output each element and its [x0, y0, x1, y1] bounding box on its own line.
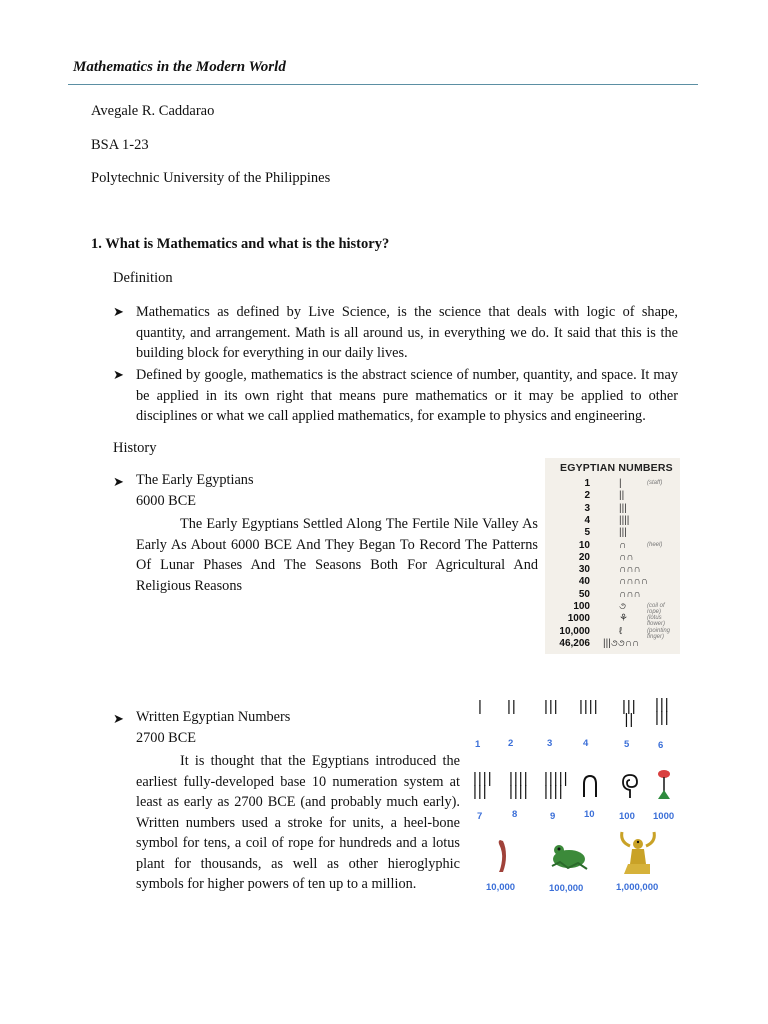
- numeral-value: 2: [584, 490, 590, 502]
- numeral-value: 1000: [567, 613, 590, 625]
- numeral-table-row: [545, 478, 680, 490]
- numeral-table-row: [545, 515, 680, 527]
- history-item-body: The Early Egyptians Settled Along The Fertile Nile Valley As Early As About 6000 BCE And They Began To Record The Patterns Of Lunar Phases And The Seasons Both For Agricultural And Religious Reasons: [136, 516, 538, 594]
- frog-icon: [548, 842, 590, 872]
- stroke-6-icon: ||| |||: [655, 696, 670, 726]
- header-divider: [68, 84, 698, 85]
- numeral-label: 8: [512, 809, 518, 820]
- numeral-table-row: [545, 503, 680, 515]
- hieroglyph-symbol: |||: [619, 527, 627, 539]
- lotus-plant-icon: [655, 768, 673, 802]
- document-title: Mathematics in the Modern World: [73, 59, 286, 75]
- question-heading: 1. What is Mathematics and what is the history?: [91, 236, 390, 252]
- definition-heading: Definition: [113, 270, 173, 286]
- hieroglyph-numerals-figure: [468, 692, 683, 907]
- author-name: Avegale R. Caddarao: [91, 103, 215, 119]
- symbol-note: (staff): [647, 480, 663, 486]
- coil-of-rope-icon: [620, 772, 640, 800]
- numeral-label: 2: [508, 738, 514, 749]
- history-item-date: 2700 BCE: [136, 730, 196, 746]
- numeral-value: 3: [584, 502, 590, 514]
- definition-item-1: Mathematics as defined by Live Science, is the science that deals with logic of shape, quantity, and arrangement. Math is all around us, in everything we do. It said that this is the building block for everything in our daily lives.: [136, 304, 678, 361]
- hieroglyph-symbol: |||૭૭∩∩: [603, 637, 640, 649]
- stroke-5-icon: ||| ||: [622, 698, 637, 728]
- numeral-value: 46,206: [559, 637, 590, 649]
- egyptian-numbers-figure: [545, 458, 680, 654]
- hieroglyph-symbol: |||: [619, 502, 627, 514]
- numeral-label: 1000: [653, 811, 675, 822]
- hieroglyph-symbol: ૭: [619, 601, 626, 612]
- author-section: BSA 1-23: [91, 137, 149, 153]
- numeral-label: 7: [477, 811, 483, 822]
- numeral-label: 10,000: [486, 882, 516, 893]
- history-item-title: The Early Egyptians: [136, 472, 254, 488]
- history-heading: History: [113, 440, 157, 456]
- numeral-table-row: [545, 589, 680, 601]
- hieroglyph-symbol: ∩: [619, 539, 627, 551]
- stroke-9-icon: ||||| ||||: [544, 770, 569, 800]
- numeral-label: 100,000: [549, 883, 584, 894]
- numeral-table-row: [545, 527, 680, 539]
- numeral-label: 3: [547, 738, 553, 749]
- arrowhead-bullet-icon: ➤: [113, 367, 124, 382]
- numeral-label: 6: [658, 740, 664, 751]
- numeral-value: 1: [584, 478, 590, 489]
- pointing-finger-icon: [494, 838, 510, 874]
- numeral-label: 100: [619, 811, 635, 822]
- author-school: Polytechnic University of the Philippines: [91, 170, 331, 186]
- symbol-note: (heel): [647, 541, 663, 548]
- numeral-label: 10: [584, 809, 595, 820]
- numeral-value: 4: [584, 514, 590, 526]
- numeral-value: 10: [578, 539, 590, 551]
- numeral-table-row: [545, 613, 680, 628]
- numeral-table-row: [545, 564, 680, 576]
- stroke-4-icon: ||||: [579, 698, 599, 715]
- numeral-label: 4: [583, 738, 589, 749]
- stroke-8-icon: |||| ||||: [509, 770, 529, 800]
- numeral-value: 100: [573, 601, 590, 612]
- numeral-table-row: [545, 576, 680, 588]
- stroke-1-icon: |: [478, 698, 483, 715]
- numeral-value: 20: [578, 551, 590, 563]
- symbol-note: (coil of rope): [647, 603, 665, 615]
- arrowhead-bullet-icon: ➤: [113, 304, 124, 319]
- numeral-table-row: [545, 638, 680, 650]
- numeral-label: 1: [475, 739, 481, 750]
- hieroglyph-symbol: |: [619, 478, 622, 489]
- numeral-value: 10,000: [559, 625, 590, 637]
- history-item-title: Written Egyptian Numbers: [136, 709, 291, 725]
- figure-title: EGYPTIAN NUMBERS: [560, 462, 673, 474]
- hieroglyph-symbol: ∩∩∩∩: [619, 576, 648, 588]
- numeral-value: 50: [578, 588, 590, 600]
- numeral-value: 5: [584, 527, 590, 539]
- stroke-3-icon: |||: [544, 698, 559, 715]
- hieroglyph-symbol: ||: [619, 490, 625, 502]
- numeral-table-row: [545, 601, 680, 613]
- numeral-table-row: [545, 540, 680, 552]
- hieroglyph-symbol: ⚘: [619, 613, 628, 625]
- history-item-body: It is thought that the Egyptians introduced the earliest fully-developed base 10 numeration system at least as early as 2700 BCE (and probably much early). Written numbers used a stroke for units, a heel-bone symbol for tens, a coil of rope for hundreds and a lotus plant for thousands, as well as other hieroglyphic symbols for higher powers of ten up to a million.: [136, 753, 460, 892]
- numeral-value: 40: [578, 576, 590, 588]
- history-item-date: 6000 BCE: [136, 493, 196, 509]
- hieroglyph-symbol: ∩∩∩: [619, 564, 641, 576]
- numeral-label: 9: [550, 811, 556, 822]
- numeral-table-row: [545, 552, 680, 564]
- numeral-table-row: [545, 490, 680, 502]
- numeral-label: 5: [624, 739, 630, 750]
- numeral-label: 1,000,000: [616, 882, 659, 893]
- definition-item-2: Defined by google, mathematics is the abstract science of number, quantity, and space. It may be applied in its own right that means pure mathematics or it may be applied to other disciplines or what we call applied mathematics, for example to physics and engineering.: [136, 367, 678, 424]
- symbol-note: (lotus flower): [647, 615, 666, 628]
- numeral-table-row: [545, 626, 680, 638]
- symbol-note: (pointing finger): [647, 627, 671, 640]
- hieroglyph-symbol: ∩∩∩: [619, 588, 641, 600]
- kneeling-god-icon: [618, 830, 658, 876]
- hieroglyph-symbol: ℓ: [619, 625, 623, 637]
- hieroglyph-symbol: ∩∩: [619, 551, 634, 563]
- stroke-2-icon: ||: [507, 698, 517, 715]
- hieroglyph-symbol: ||||: [619, 514, 630, 526]
- heel-bone-icon: [581, 774, 599, 798]
- arrowhead-bullet-icon: ➤: [113, 474, 124, 489]
- stroke-7-icon: |||| |||: [473, 770, 493, 800]
- arrowhead-bullet-icon: ➤: [113, 711, 124, 726]
- numeral-value: 30: [578, 564, 590, 576]
